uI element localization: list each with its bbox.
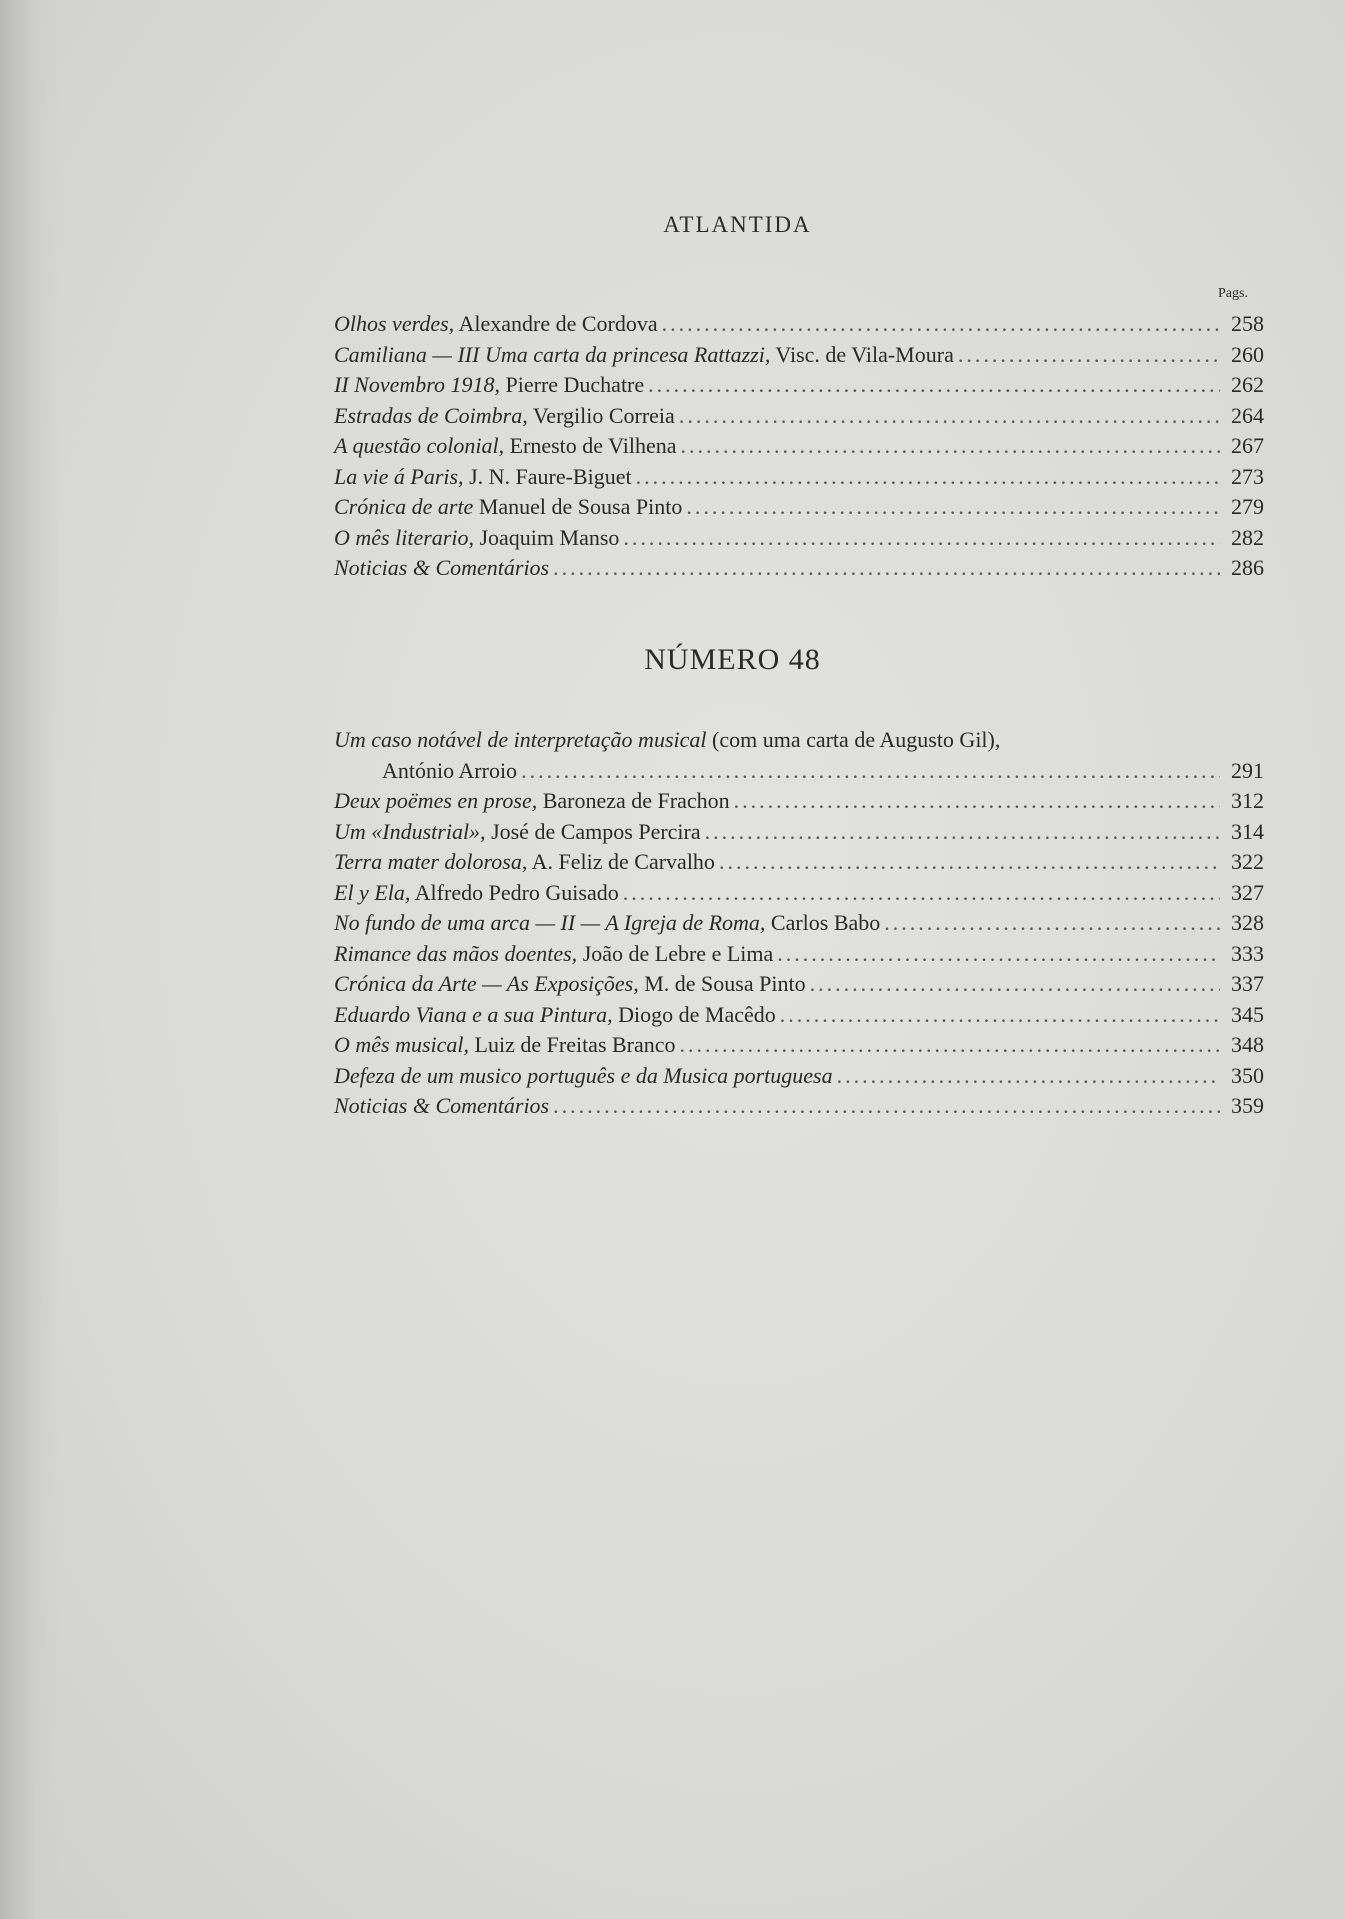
leader-dots — [837, 1061, 1220, 1092]
leader-dots — [553, 1091, 1220, 1122]
toc-entry — [334, 309, 1264, 340]
toc-entry — [334, 492, 1264, 523]
leader-dots — [734, 786, 1220, 817]
toc-entry-title: Rimance das mãos doentes, João de Lebre e Lima — [334, 940, 774, 966]
toc-entry — [334, 725, 1264, 756]
toc-entry-title: Camiliana — III Uma carta da princesa Rattazzi, Visc. de Vila-Moura — [334, 341, 954, 367]
toc-entry — [334, 817, 1264, 848]
leader-dots — [521, 756, 1220, 787]
toc-entry-title: Crónica da Arte — As Exposições, M. de Sousa Pinto — [334, 971, 806, 996]
toc-entry — [334, 969, 1264, 1000]
leader-dots — [680, 1030, 1220, 1061]
toc-entry-title: O mês musical, Luiz de Freitas Branco — [334, 1032, 676, 1057]
toc-entry-title: Terra mater dolorosa, A. Feliz de Carvalho — [334, 849, 715, 874]
toc-entry-title: Estradas de Coimbra, Vergilio Correia — [334, 402, 675, 428]
toc-entry — [334, 523, 1264, 554]
leader-dots — [686, 492, 1220, 523]
leader-dots — [719, 847, 1220, 878]
leader-dots — [648, 370, 1220, 401]
toc-entry-page: 314 — [1231, 818, 1264, 844]
toc-entry — [334, 370, 1264, 401]
toc-entry-page: 291 — [1231, 757, 1264, 783]
toc-entry — [334, 1091, 1264, 1122]
toc-entry-title: Um «Industrial», José de Campos Percira — [334, 818, 701, 844]
toc-entry — [334, 401, 1264, 432]
leader-dots — [679, 401, 1220, 432]
toc-entry-title: Crónica de arte Manuel de Sousa Pinto — [334, 494, 683, 519]
leader-dots — [777, 939, 1220, 970]
toc-entry — [334, 1030, 1264, 1061]
toc-entry-title: A questão colonial, Ernesto de Vilhena — [334, 433, 677, 458]
page-title: ATLANTIDA — [663, 212, 812, 237]
toc-entry-page: 337 — [1231, 971, 1264, 996]
toc-entry — [334, 1061, 1264, 1092]
toc-entry-title: Deux poëmes en prose, Baroneza de Frachon — [334, 788, 730, 813]
leader-dots — [780, 1000, 1220, 1031]
page-edge-shadow — [0, 0, 60, 1919]
toc-entry-page: 345 — [1231, 1001, 1264, 1027]
toc-entry — [334, 553, 1264, 584]
toc-entry-page: 262 — [1231, 372, 1264, 397]
toc-entry-page: 264 — [1231, 402, 1264, 428]
toc-entry-page: 312 — [1231, 788, 1264, 813]
toc-entry-page: 282 — [1231, 524, 1264, 550]
section-heading: NÚMERO 48 — [644, 643, 821, 676]
toc-entry-page: 258 — [1231, 311, 1264, 336]
toc-entry-title: Olhos verdes, Alexandre de Cordova — [334, 311, 658, 336]
leader-dots — [662, 309, 1220, 340]
toc-entry — [334, 847, 1264, 878]
toc-entry-page: 359 — [1231, 1093, 1264, 1118]
toc-entry-title: Um caso notável de interpretação musical (com uma carta de Augusto Gil), — [334, 727, 1001, 752]
leader-dots — [680, 431, 1220, 462]
toc-entry-title: Noticias & Comentários — [334, 555, 550, 580]
toc-entry-page: 267 — [1231, 433, 1264, 458]
toc-entry-page: 286 — [1231, 555, 1264, 580]
leader-dots — [623, 523, 1220, 554]
toc-entry-author: António Arroio — [382, 757, 518, 783]
toc-entry-page: 348 — [1231, 1032, 1264, 1057]
leader-dots — [884, 908, 1220, 939]
toc-entry-title: No fundo de uma arca — II — A Igreja de Roma, Carlos Babo — [334, 910, 881, 935]
toc-entry-page: 350 — [1231, 1062, 1264, 1088]
toc-entry-title: O mês literario, Joaquim Manso — [334, 524, 620, 550]
toc-entry-continuation — [334, 756, 1264, 787]
table-of-contents-section-2 — [334, 725, 1264, 1122]
toc-entry — [334, 1000, 1264, 1031]
toc-entry-page: 333 — [1231, 940, 1264, 966]
toc-entry-page: 327 — [1231, 879, 1264, 905]
toc-entry-page: 328 — [1231, 910, 1264, 935]
toc-entry-title: Eduardo Viana e a sua Pintura, Diogo de Macêdo — [334, 1001, 776, 1027]
table-of-contents-section-1 — [334, 309, 1264, 584]
toc-entry-page: 273 — [1231, 463, 1264, 489]
toc-entry-page: 322 — [1231, 849, 1264, 874]
toc-entry-title: El y Ela, Alfredo Pedro Guisado — [334, 879, 619, 905]
toc-entry — [334, 462, 1264, 493]
toc-entry-title: La vie á Paris, J. N. Faure-Biguet — [334, 463, 632, 489]
toc-entry-page: 279 — [1231, 494, 1264, 519]
toc-entry-title: II Novembro 1918, Pierre Duchatre — [334, 372, 645, 397]
toc-entry — [334, 939, 1264, 970]
toc-entry-title: Noticias & Comentários — [334, 1093, 550, 1118]
toc-entry — [334, 786, 1264, 817]
toc-entry — [334, 340, 1264, 371]
leader-dots — [636, 462, 1220, 493]
toc-entry — [334, 908, 1264, 939]
leader-dots — [958, 340, 1220, 371]
leader-dots — [553, 553, 1220, 584]
toc-entry — [334, 878, 1264, 909]
pages-column-label: Pags. — [1218, 286, 1248, 301]
leader-dots — [810, 969, 1220, 1000]
leader-dots — [623, 878, 1220, 909]
toc-entry-title: Defeza de um musico português e da Musica portuguesa — [334, 1062, 833, 1088]
toc-entry-page: 260 — [1231, 341, 1264, 367]
toc-entry — [334, 431, 1264, 462]
leader-dots — [705, 817, 1220, 848]
